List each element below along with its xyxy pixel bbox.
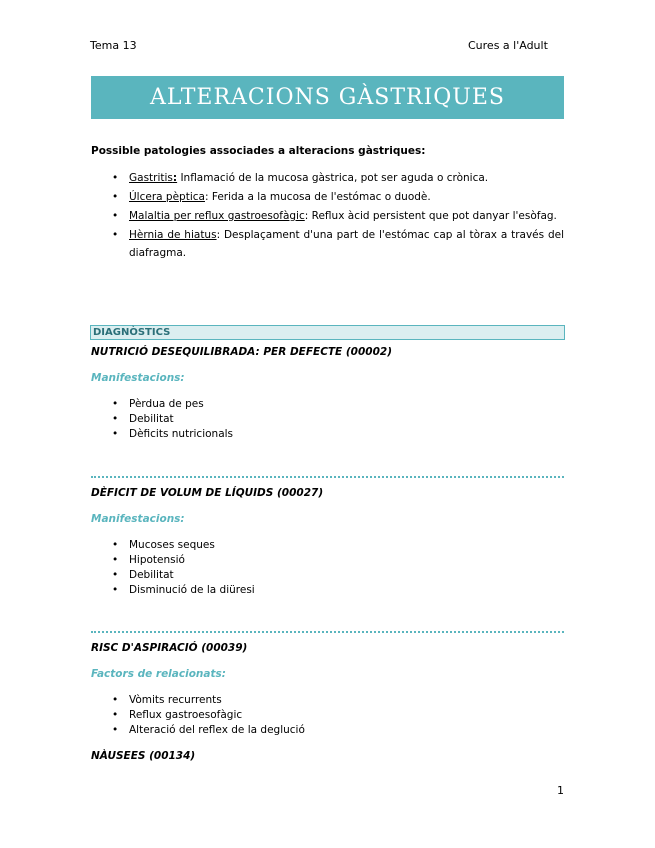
section-title: DÈFICIT DE VOLUM DE LÍQUIDS (00027) bbox=[91, 487, 324, 499]
list-item bbox=[91, 583, 564, 598]
title-banner bbox=[91, 76, 564, 119]
list-item bbox=[91, 708, 564, 723]
definition: Inflamació de la mucosa gàstrica, pot ser aguda o crònica. bbox=[177, 172, 489, 184]
list-item-text: Pèrdua de pes bbox=[129, 398, 204, 410]
definition: Reflux àcid persistent que pot danyar l'esòfag. bbox=[308, 210, 557, 222]
diagnostics-heading: DIAGNÒSTICS bbox=[90, 325, 565, 340]
list-item-text: Debilitat bbox=[129, 569, 174, 581]
list-item bbox=[91, 427, 564, 442]
list-item-text: Hipotensió bbox=[129, 554, 185, 566]
list-item bbox=[91, 568, 564, 583]
section-title: NUTRICIÓ DESEQUILIBRADA: PER DEFECTE (00002) bbox=[91, 346, 393, 358]
section-divider bbox=[91, 476, 564, 478]
bullet-icon: • bbox=[112, 554, 119, 566]
bullet-icon: • bbox=[112, 172, 119, 184]
list-item-text: Debilitat bbox=[129, 413, 174, 425]
page-title: ALTERACIONS GÀSTRIQUES bbox=[150, 85, 505, 110]
list-item bbox=[91, 693, 564, 708]
term: Hèrnia de hiatus bbox=[129, 229, 217, 241]
manifestations-list bbox=[91, 538, 564, 598]
bullet-icon: • bbox=[112, 569, 119, 581]
list-item bbox=[91, 412, 564, 427]
list-item-text: Dèficits nutricionals bbox=[129, 428, 234, 440]
term: Gastritis bbox=[129, 172, 173, 184]
header-right: Cures a l'Adult bbox=[468, 39, 548, 52]
section-divider bbox=[91, 631, 564, 633]
bullet-icon: • bbox=[112, 191, 119, 203]
list-item-text: Mucoses seques bbox=[129, 539, 215, 551]
list-item bbox=[91, 723, 564, 738]
bullet-icon: • bbox=[112, 210, 119, 222]
list-item bbox=[91, 397, 564, 412]
pathology-list bbox=[91, 169, 564, 263]
list-item bbox=[91, 207, 564, 225]
list-item bbox=[91, 553, 564, 568]
section-subtitle: Factors de relacionats: bbox=[91, 668, 226, 680]
list-item-text: Reflux gastroesofàgic bbox=[129, 709, 243, 721]
term-separator: : bbox=[204, 191, 209, 203]
bullet-icon: • bbox=[112, 584, 119, 596]
section-subtitle: Manifestacions: bbox=[91, 372, 185, 384]
list-item bbox=[91, 538, 564, 553]
bullet-icon: • bbox=[112, 709, 119, 721]
manifestations-list bbox=[91, 397, 564, 442]
list-item-text: Vòmits recurrents bbox=[129, 694, 222, 706]
bullet-icon: • bbox=[112, 539, 119, 551]
list-item-text: Alteració del reflex de la deglució bbox=[129, 724, 305, 736]
list-item bbox=[91, 226, 564, 262]
intro-title: Possible patologies associades a alteracions gàstriques: bbox=[91, 145, 426, 157]
factors-list bbox=[91, 693, 564, 738]
term-separator: : bbox=[216, 229, 221, 241]
definition: Desplaçament d'una part de l'estómac cap al tòrax a través del diafragma. bbox=[129, 229, 564, 259]
header-left: Tema 13 bbox=[90, 39, 137, 52]
bullet-icon: • bbox=[112, 229, 119, 241]
bullet-icon: • bbox=[112, 724, 119, 736]
section-title: RISC D'ASPIRACIÓ (00039) bbox=[91, 642, 248, 654]
page-number: 1 bbox=[557, 784, 564, 797]
term-separator: : bbox=[172, 172, 178, 184]
bullet-icon: • bbox=[112, 398, 119, 410]
list-item bbox=[91, 188, 564, 206]
term: Úlcera pèptica bbox=[129, 191, 205, 203]
list-item-text: Disminució de la diüresi bbox=[129, 584, 255, 596]
bullet-icon: • bbox=[112, 694, 119, 706]
list-item bbox=[91, 169, 564, 187]
section-title: NÀUSEES (00134) bbox=[91, 750, 196, 762]
bullet-icon: • bbox=[112, 413, 119, 425]
term-separator: : bbox=[304, 210, 309, 222]
section-subtitle: Manifestacions: bbox=[91, 513, 185, 525]
term: Malaltia per reflux gastroesofàgic bbox=[129, 210, 305, 222]
definition: Ferida a la mucosa de l'estómac o duodè. bbox=[208, 191, 431, 203]
bullet-icon: • bbox=[112, 428, 119, 440]
